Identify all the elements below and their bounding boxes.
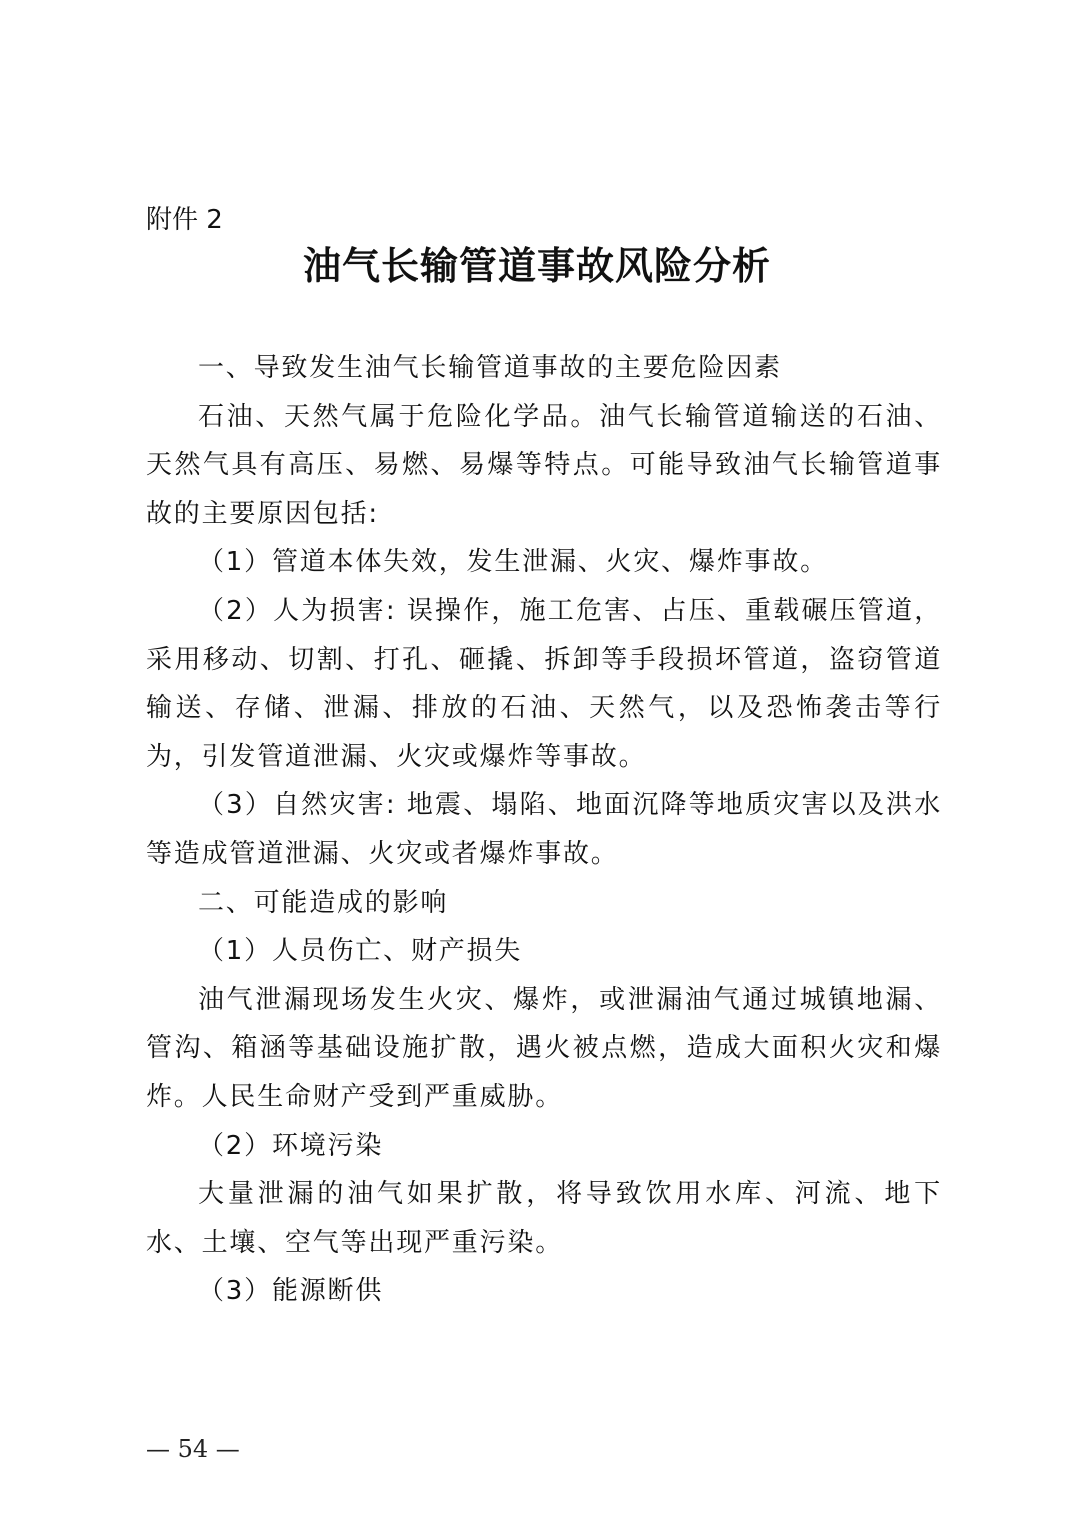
section-heading-2: 二、可能造成的影响 bbox=[198, 887, 449, 918]
list-item: （2）人为损害: 误操作，施工危害、占压、重载碾压管道，采用移动、切割、打孔、砸撬、拆卸等手段损坏管道，盗窃管道输送、存储、泄漏、排放的石油、天然气，以及恐怖袭击等行为，引发管道泄漏、火灾或爆炸等事故。 bbox=[146, 595, 942, 772]
paragraph: 大量泄漏的油气如果扩散，将导致饮用水库、河流、地下水、土壤、空气等出现严重污染。 bbox=[146, 1179, 942, 1258]
paragraph: 油气泄漏现场发生火灾、爆炸，或泄漏油气通过城镇地漏、管沟、箱涵等基础设施扩散，遇火被点燃，造成大面积火灾和爆炸。人民生命财产受到严重威胁。 bbox=[146, 984, 942, 1112]
section-heading-1: 一、导致发生油气长输管道事故的主要危险因素 bbox=[198, 353, 782, 383]
list-item: （3）自然灾害: 地震、塌陷、地面沉降等地质灾害以及洪水等造成管道泄漏、火灾或者爆炸事故。 bbox=[146, 790, 942, 869]
paragraph: 石油、天然气属于危险化学品。油气长输管道输送的石油、天然气具有高压、易燃、易爆等特点。可能导致油气长输管道事故的主要原因包括: bbox=[146, 401, 942, 529]
subheading: （3）能源断供 bbox=[198, 1276, 384, 1307]
attachment-label: 附件 2 bbox=[146, 205, 223, 235]
subheading: （2）环境污染 bbox=[198, 1130, 384, 1161]
subheading: （1）人员伤亡、财产损失 bbox=[198, 936, 523, 967]
document-body bbox=[146, 344, 942, 1316]
list-item: （1）管道本体失效，发生泄漏、火灾、爆炸事故。 bbox=[198, 547, 828, 578]
document-title: 油气长输管道事故风险分析 bbox=[302, 243, 771, 288]
page-number: — 54 — bbox=[146, 1435, 240, 1463]
